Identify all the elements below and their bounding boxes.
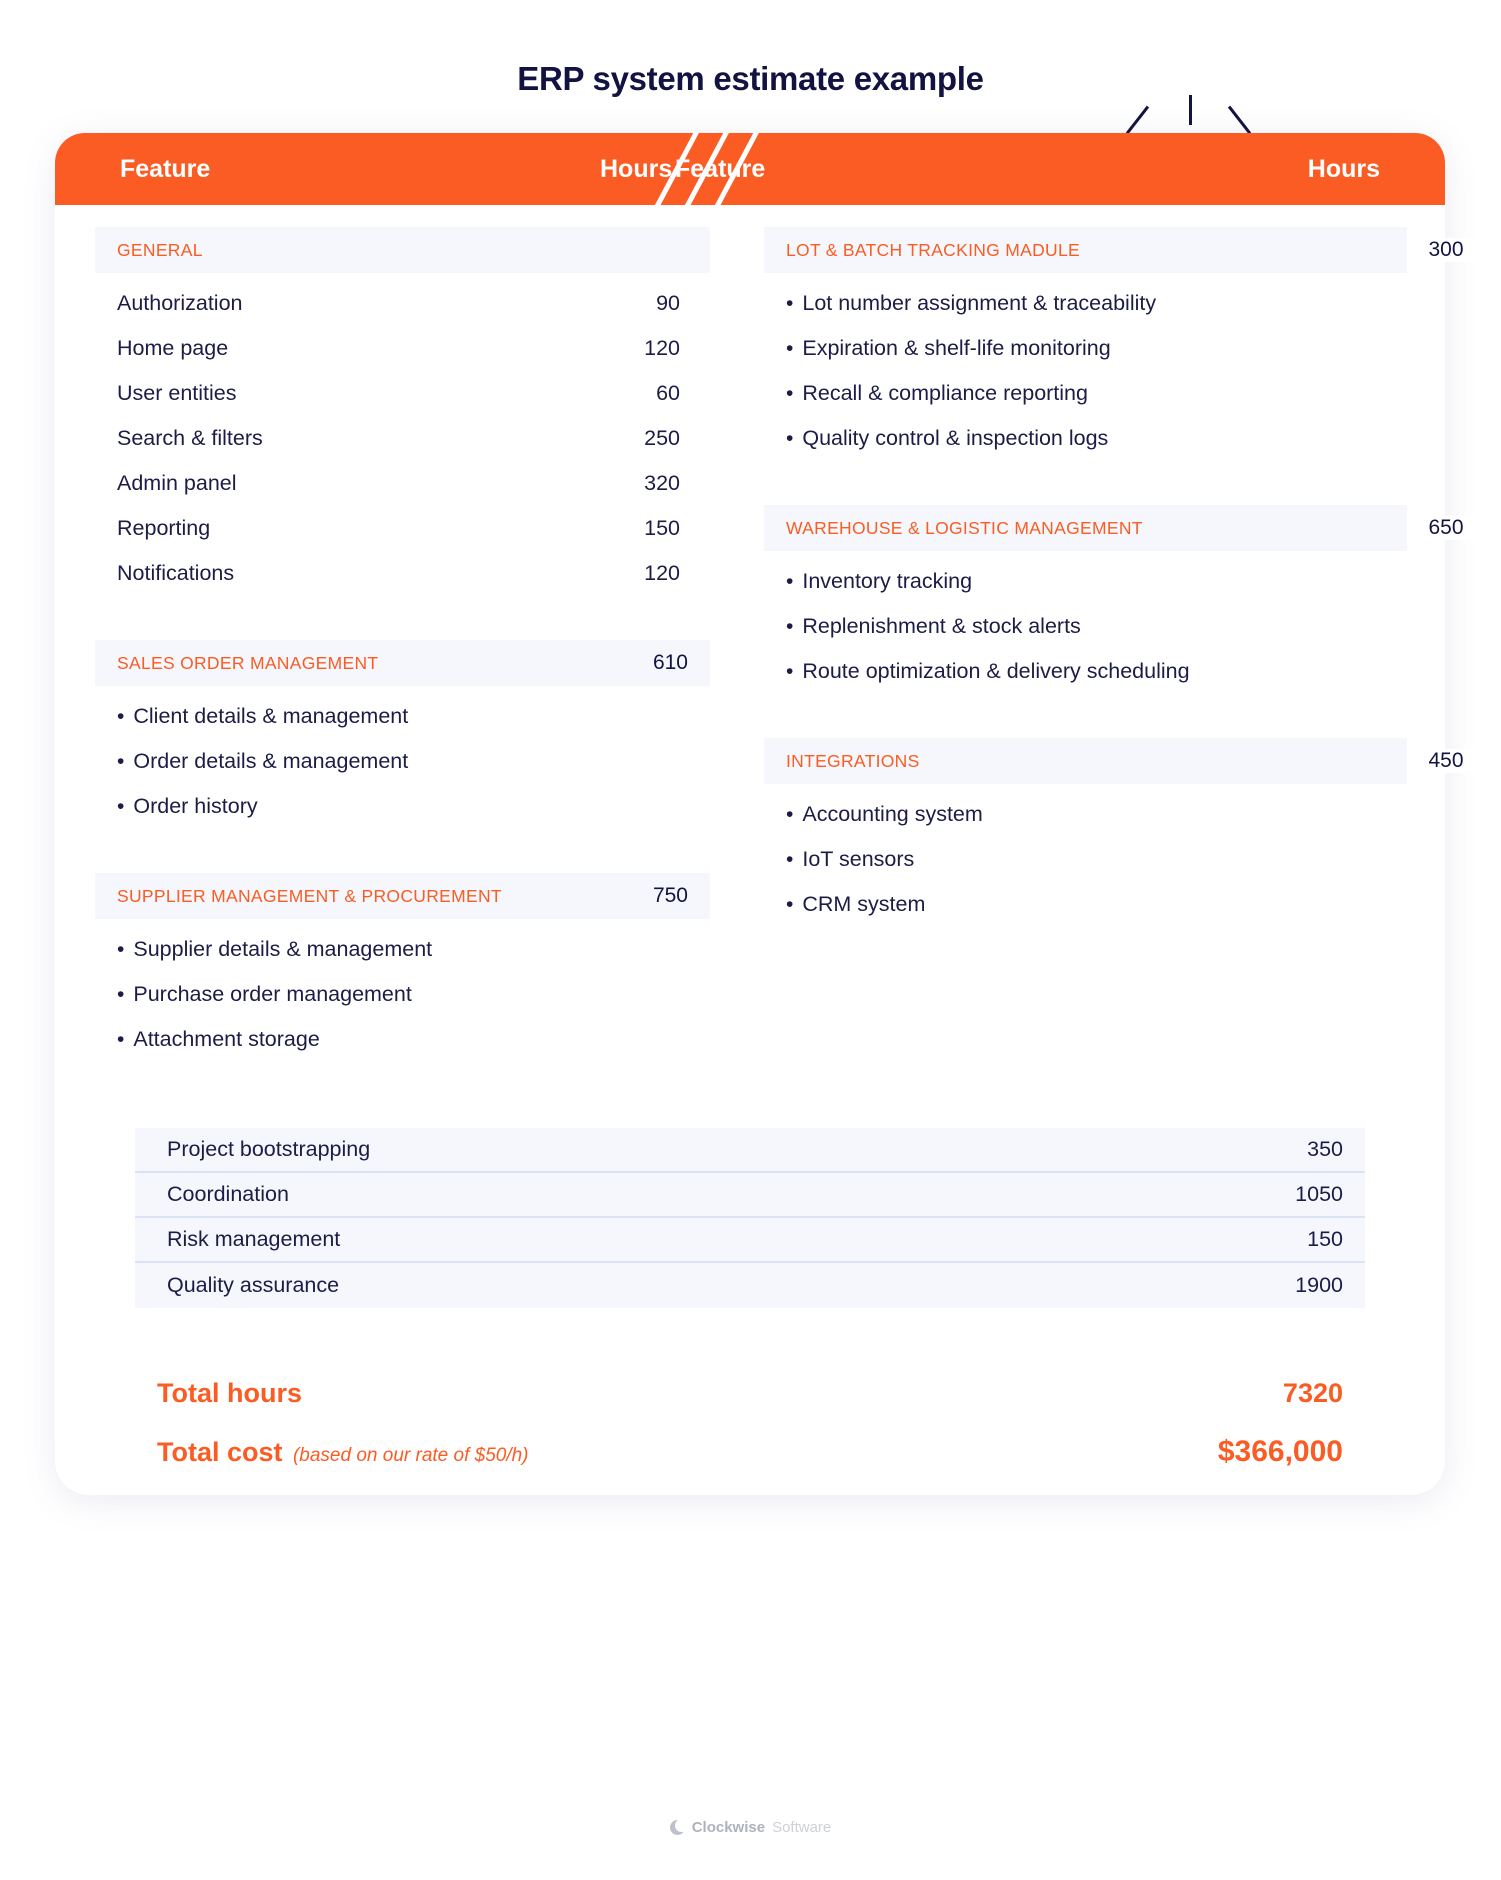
bullet-dot-icon: • [117, 705, 125, 728]
bullet-dot-icon: • [786, 337, 794, 360]
bullet-dot-icon: • [117, 750, 125, 773]
bullet-item [764, 649, 1407, 694]
feature-hours: 120 [644, 561, 680, 585]
section-header [95, 873, 710, 919]
bullet-label: CRM system [802, 892, 926, 916]
section-title: SALES ORDER MANAGEMENT [117, 652, 379, 673]
feature-hours: 320 [644, 471, 680, 495]
brand-suffix: Software [772, 1819, 832, 1836]
feature-label: Notifications [117, 561, 235, 585]
summary-label: Project bootstrapping [167, 1137, 371, 1161]
bullet-label: Accounting system [802, 802, 983, 826]
bullet-item [764, 882, 1407, 927]
feature-row [95, 551, 710, 596]
section-hours: 610 [652, 651, 688, 674]
total-cost-label-group [157, 1437, 529, 1468]
summary-label: Risk management [167, 1227, 341, 1251]
bullet-dot-icon: • [786, 660, 794, 683]
feature-row [95, 326, 710, 371]
section-gap [764, 461, 1407, 505]
bullet-item [95, 927, 710, 972]
left-column [55, 205, 750, 1062]
feature-hours: 120 [644, 336, 680, 360]
section-header [764, 227, 1464, 273]
feature-label: Admin panel [117, 471, 237, 495]
bullet-label: IoT sensors [802, 847, 915, 871]
total-hours-value: 7320 [1282, 1378, 1343, 1408]
bullet-label: Recall & compliance reporting [802, 381, 1088, 405]
bullet-item [95, 694, 710, 739]
feature-hours: 60 [656, 381, 680, 405]
feature-label: Search & filters [117, 426, 263, 450]
feature-hours: 150 [644, 516, 680, 540]
bullet-item [764, 416, 1407, 461]
total-cost-value: $366,000 [1217, 1435, 1343, 1468]
section-gap [95, 829, 710, 873]
header-hours-left: Hours [600, 154, 673, 183]
summary-hours: 350 [1307, 1137, 1343, 1161]
section-hours: 750 [652, 884, 688, 907]
bullet-label: Order details & management [133, 749, 409, 773]
bullet-item [764, 371, 1407, 416]
bullet-item [764, 792, 1407, 837]
bullet-item [764, 559, 1407, 604]
feature-row [95, 371, 710, 416]
summary-row [135, 1173, 1365, 1218]
crescent-moon-icon [670, 1820, 685, 1835]
bullet-label: Lot number assignment & traceability [802, 291, 1157, 315]
summary-label: Coordination [167, 1182, 289, 1206]
feature-label: Authorization [117, 291, 243, 315]
estimate-card [55, 133, 1464, 1495]
header-feature-right: Feature [675, 154, 766, 183]
spark-line [1126, 106, 1149, 135]
section-header [95, 640, 710, 686]
bullet-item [764, 604, 1407, 649]
bullet-label: Inventory tracking [802, 569, 973, 593]
section-title: SUPPLIER MANAGEMENT & PROCUREMENT [117, 885, 502, 906]
section-title: GENERAL [117, 239, 203, 260]
total-cost-note: (based on our rate of $50/h) [292, 1445, 529, 1466]
bullet-item [764, 326, 1407, 371]
bullet-label: Supplier details & management [133, 937, 433, 961]
bullet-item [95, 739, 710, 784]
feature-label: Reporting [117, 516, 211, 540]
total-cost-row [135, 1435, 1365, 1469]
feature-row [95, 506, 710, 551]
summary-row [135, 1128, 1365, 1173]
bullet-dot-icon: • [786, 382, 794, 405]
summary-hours: 1900 [1295, 1273, 1343, 1297]
brand-name: Clockwise [691, 1819, 766, 1836]
bullet-dot-icon: • [117, 983, 125, 1006]
feature-row [95, 281, 710, 326]
summary-table [135, 1118, 1365, 1308]
total-cost-label: Total cost [157, 1437, 283, 1467]
section-hours: 650 [1407, 516, 1485, 540]
feature-row [95, 416, 710, 461]
footer-brand [0, 1819, 1501, 1836]
bullet-label: Client details & management [133, 704, 409, 728]
section-gap [95, 596, 710, 640]
section-hours: 300 [1407, 238, 1485, 262]
page-title: ERP system estimate example [517, 60, 984, 97]
header-feature-left: Feature [120, 154, 211, 183]
bullet-dot-icon: • [786, 570, 794, 593]
bullet-label: Attachment storage [133, 1027, 320, 1051]
bullet-label: Expiration & shelf-life monitoring [802, 336, 1111, 360]
totals-block [135, 1378, 1365, 1495]
section-hours: 450 [1407, 749, 1485, 773]
bullet-dot-icon: • [117, 938, 125, 961]
section-gap [764, 694, 1407, 738]
bullet-dot-icon: • [786, 292, 794, 315]
bullet-dot-icon: • [786, 848, 794, 871]
card-body [55, 205, 1464, 1062]
summary-row [135, 1218, 1365, 1263]
bullet-dot-icon: • [786, 893, 794, 916]
right-column [750, 205, 1464, 1062]
summary-hours: 1050 [1295, 1182, 1343, 1206]
bullet-item [95, 784, 710, 829]
bullet-item [764, 281, 1407, 326]
bullet-label: Quality control & inspection logs [802, 426, 1109, 450]
section-title: LOT & BATCH TRACKING MADULE [786, 239, 1080, 260]
summary-hours: 150 [1307, 1227, 1343, 1251]
bullet-label: Replenishment & stock alerts [802, 614, 1081, 638]
bullet-dot-icon: • [117, 795, 125, 818]
bullet-dot-icon: • [117, 1028, 125, 1051]
bullet-item [764, 837, 1407, 882]
total-hours-label: Total hours [157, 1378, 302, 1408]
spark-line [1189, 95, 1192, 125]
bullet-dot-icon: • [786, 615, 794, 638]
spark-line [1228, 106, 1251, 135]
total-hours-row [135, 1378, 1365, 1409]
feature-hours: 90 [656, 291, 680, 315]
section-title: INTEGRATIONS [786, 750, 920, 771]
summary-label: Quality assurance [167, 1273, 340, 1297]
bullet-label: Purchase order management [133, 982, 412, 1006]
bullet-item [95, 1017, 710, 1062]
bullet-label: Order history [133, 794, 258, 818]
section-header [95, 227, 710, 273]
table-header-row [55, 133, 1445, 205]
bullet-dot-icon: • [786, 803, 794, 826]
bullet-item [95, 972, 710, 1017]
header-hours-right: Hours [1307, 154, 1380, 183]
bullet-dot-icon: • [786, 427, 794, 450]
feature-row [95, 461, 710, 506]
section-title: WAREHOUSE & LOGISTIC MANAGEMENT [786, 517, 1143, 538]
section-header [764, 738, 1464, 784]
feature-label: Home page [117, 336, 229, 360]
feature-label: User entities [117, 381, 237, 405]
bullet-label: Route optimization & delivery scheduling [802, 659, 1190, 683]
section-header [764, 505, 1464, 551]
summary-row [135, 1263, 1365, 1308]
feature-hours: 250 [644, 426, 680, 450]
